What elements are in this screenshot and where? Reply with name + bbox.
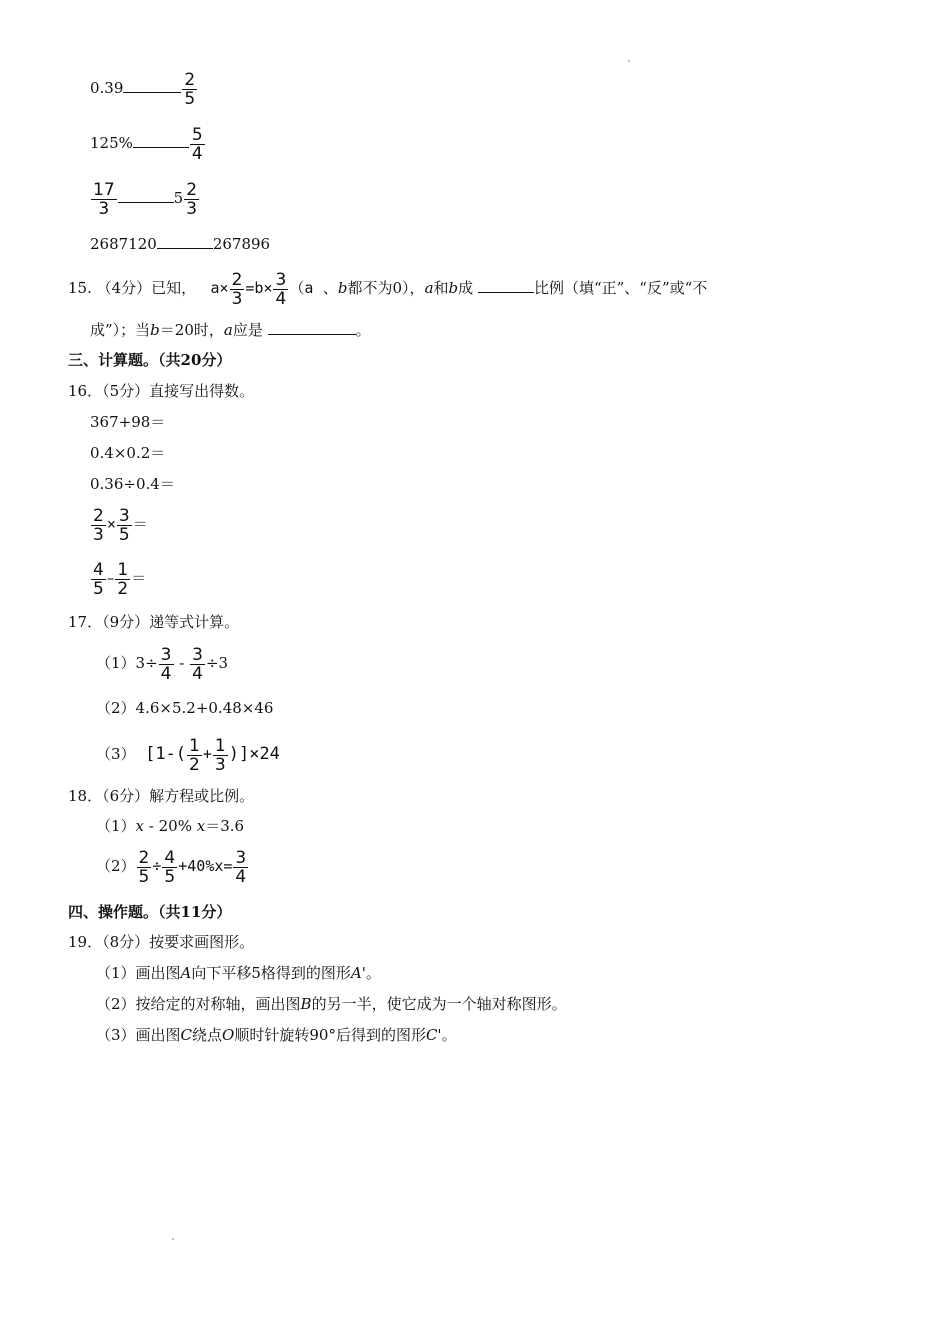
q18-part-2: （2） $\frac{2}{5}$ ÷ $\frac{4}{5}$ +40%x= $\frac{3}{4}$ bbox=[96, 847, 247, 887]
q16-expr-2: 0.4×0.2＝ bbox=[90, 444, 166, 462]
q19-step-3: （3）画出图C绕点O顺时针旋转90°后得到的图形C'。 bbox=[96, 1026, 457, 1044]
section-3-heading: 三、计算题。（共20分） bbox=[68, 351, 232, 369]
q16-expr-4: $\frac{2}{3}$ × $\frac{3}{5}$ ＝ bbox=[93, 505, 148, 545]
scan-dot-top bbox=[628, 60, 630, 62]
fraction: $\frac{3}{4}$ bbox=[235, 847, 247, 887]
fraction: $\frac{4}{5}$ bbox=[93, 559, 104, 599]
q19-step-2: （2）按给定的对称轴，画出图B的另一半，使它成为一个轴对称图形。 bbox=[96, 995, 567, 1013]
q17-part-2: （2）4.6×5.2+0.48×46 bbox=[96, 699, 274, 717]
scan-dot-bottom bbox=[172, 1238, 174, 1240]
q15-line-1: 15. （4分）已知， a× $\frac{2}{3}$ =b× $\frac{3}{4}$ （a 、b都不为0），a和b成 比例（填“正”、“反”或“不 bbox=[68, 269, 708, 309]
q17-part-3: （3） [1-( $\frac{1}{2}$ + $\frac{1}{3}$ )]×24 bbox=[96, 735, 280, 775]
fraction: $\frac{2}{5}$ bbox=[138, 847, 150, 887]
q18-title: 18．（6分）解方程或比例。 bbox=[68, 787, 255, 805]
compare-row-2: 125% $\frac{5}{4}$ bbox=[90, 124, 203, 164]
section-4-heading: 四、操作题。（共11分） bbox=[68, 903, 232, 921]
answer-blank[interactable] bbox=[268, 320, 356, 335]
q16-title: 16．（5分）直接写出得数。 bbox=[68, 382, 255, 400]
fraction: $\frac{3}{4}$ bbox=[192, 644, 203, 684]
fraction: $\frac{3}{4}$ bbox=[160, 644, 172, 684]
q19-title: 19．（8分）按要求画图形。 bbox=[68, 933, 255, 951]
answer-blank[interactable] bbox=[118, 188, 174, 203]
fraction: $\frac{3}{5}$ bbox=[118, 505, 130, 545]
compare-row-4: 2687120 267896 bbox=[90, 235, 271, 253]
answer-blank[interactable] bbox=[133, 133, 189, 148]
fraction: $\frac{17}{3}$ bbox=[93, 179, 115, 219]
fraction: $\frac{3}{4}$ bbox=[275, 269, 287, 309]
fraction: $\frac{2}{3}$ bbox=[186, 179, 198, 219]
answer-blank[interactable] bbox=[478, 278, 534, 293]
fraction: $\frac{2}{5}$ bbox=[184, 69, 196, 109]
fraction: $\frac{4}{5}$ bbox=[164, 847, 176, 887]
fraction: $\frac{1}{2}$ bbox=[189, 735, 200, 775]
fraction: $\frac{1}{2}$ bbox=[117, 559, 129, 599]
fraction: $\frac{1}{3}$ bbox=[214, 735, 226, 775]
fraction: $\frac{2}{3}$ bbox=[231, 269, 243, 309]
q18-part-1: （1）x - 20% x＝3.6 bbox=[96, 817, 245, 835]
fraction: $\frac{5}{4}$ bbox=[191, 124, 203, 164]
q16-expr-1: 367+98＝ bbox=[90, 413, 166, 431]
compare-row-1: 0.39 $\frac{2}{5}$ bbox=[90, 69, 196, 109]
q17-title: 17．（9分）递等式计算。 bbox=[68, 613, 240, 631]
compare-row-3: $\frac{17}{3}$ 5 $\frac{2}{3}$ bbox=[93, 179, 198, 219]
q19-step-1: （1）画出图A向下平移5格得到的图形A'。 bbox=[96, 964, 381, 982]
q16-expr-3: 0.36÷0.4＝ bbox=[90, 475, 175, 493]
fraction: $\frac{2}{3}$ bbox=[93, 505, 104, 545]
q17-part-1: （1）3÷ $\frac{3}{4}$ - $\frac{3}{4}$ ÷3 bbox=[96, 644, 229, 684]
answer-blank[interactable] bbox=[157, 234, 213, 249]
q15-line-2: 成”）；当b＝20时，a应是 。 bbox=[90, 321, 371, 339]
answer-blank[interactable] bbox=[123, 78, 181, 93]
q16-expr-5: $\frac{4}{5}$ – $\frac{1}{2}$ ＝ bbox=[93, 559, 147, 599]
